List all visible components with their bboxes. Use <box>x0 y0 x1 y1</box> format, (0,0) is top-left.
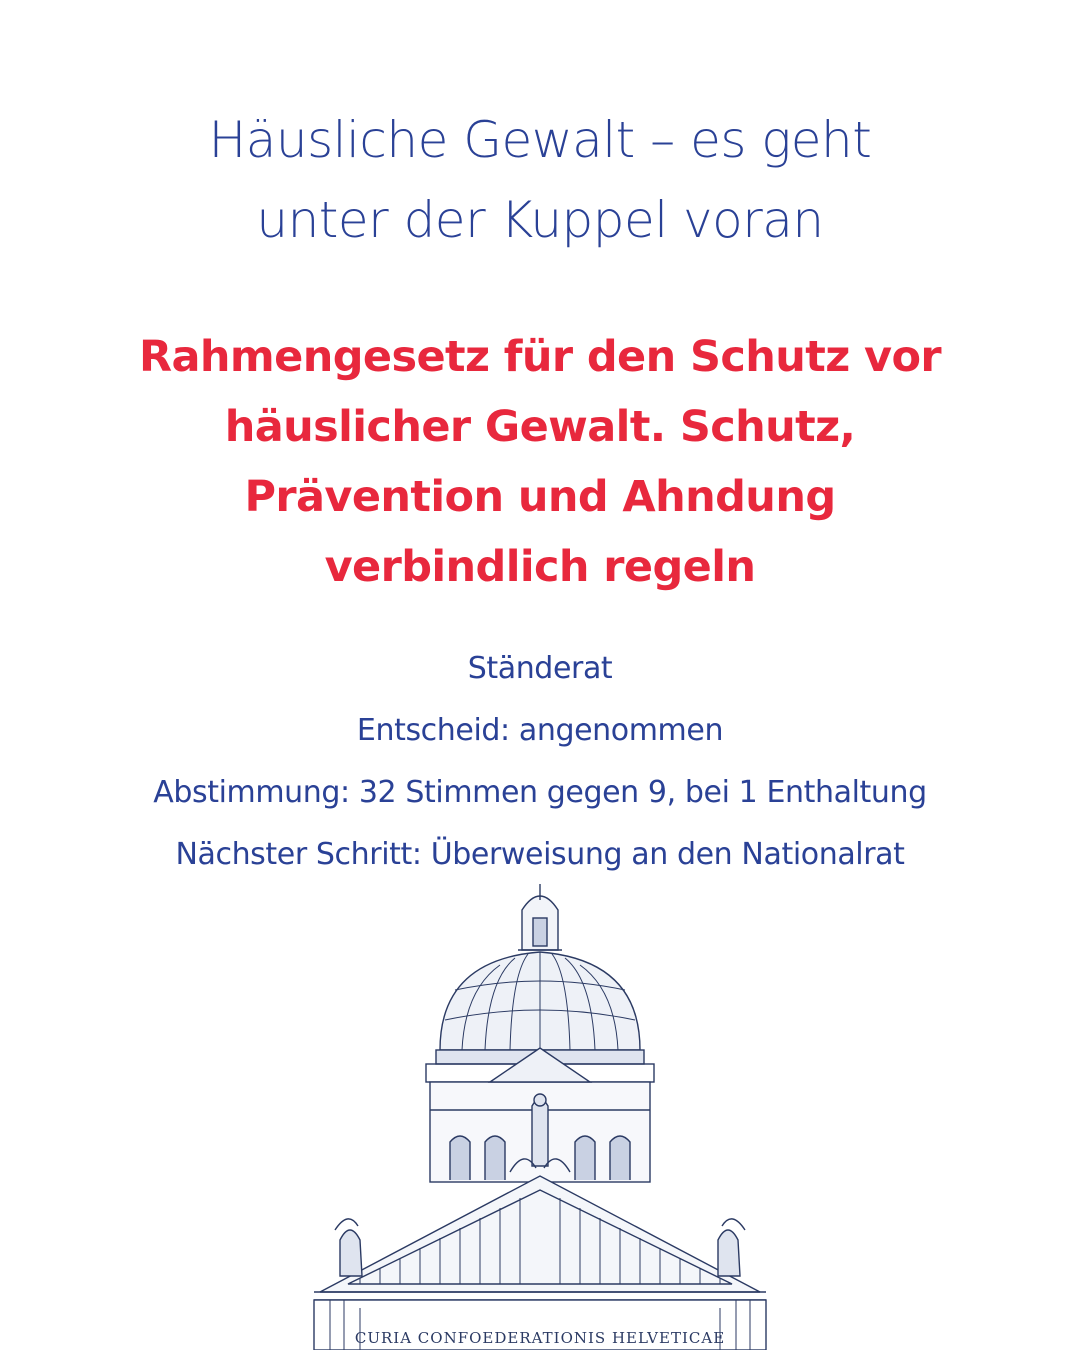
headline-line-1: Häusliche Gewalt – es geht <box>208 111 872 169</box>
council-label: Ständerat <box>467 651 613 686</box>
topic-line-2: häuslicher Gewalt. Schutz, <box>224 402 856 452</box>
federal-palace-illustration <box>300 880 780 1350</box>
decision-info <box>0 638 1080 886</box>
building-inscription: CURIA CONFOEDERATIONIS HELVETICAE <box>354 1329 726 1347</box>
vote-result: Abstimmung: 32 Stimmen gegen 9, bei 1 Enthaltung <box>153 775 927 810</box>
next-step: Nächster Schritt: Überweisung an den Nationalrat <box>175 837 905 872</box>
topic-heading <box>60 322 1020 602</box>
headline-line-2: unter der Kuppel voran <box>256 191 824 249</box>
headline <box>0 100 1080 260</box>
topic-line-4: verbindlich regeln <box>324 542 756 592</box>
decision-result: Entscheid: angenommen <box>356 713 724 748</box>
topic-line-3: Prävention und Ahndung <box>244 472 836 522</box>
topic-line-1: Rahmengesetz für den Schutz vor <box>138 332 941 382</box>
